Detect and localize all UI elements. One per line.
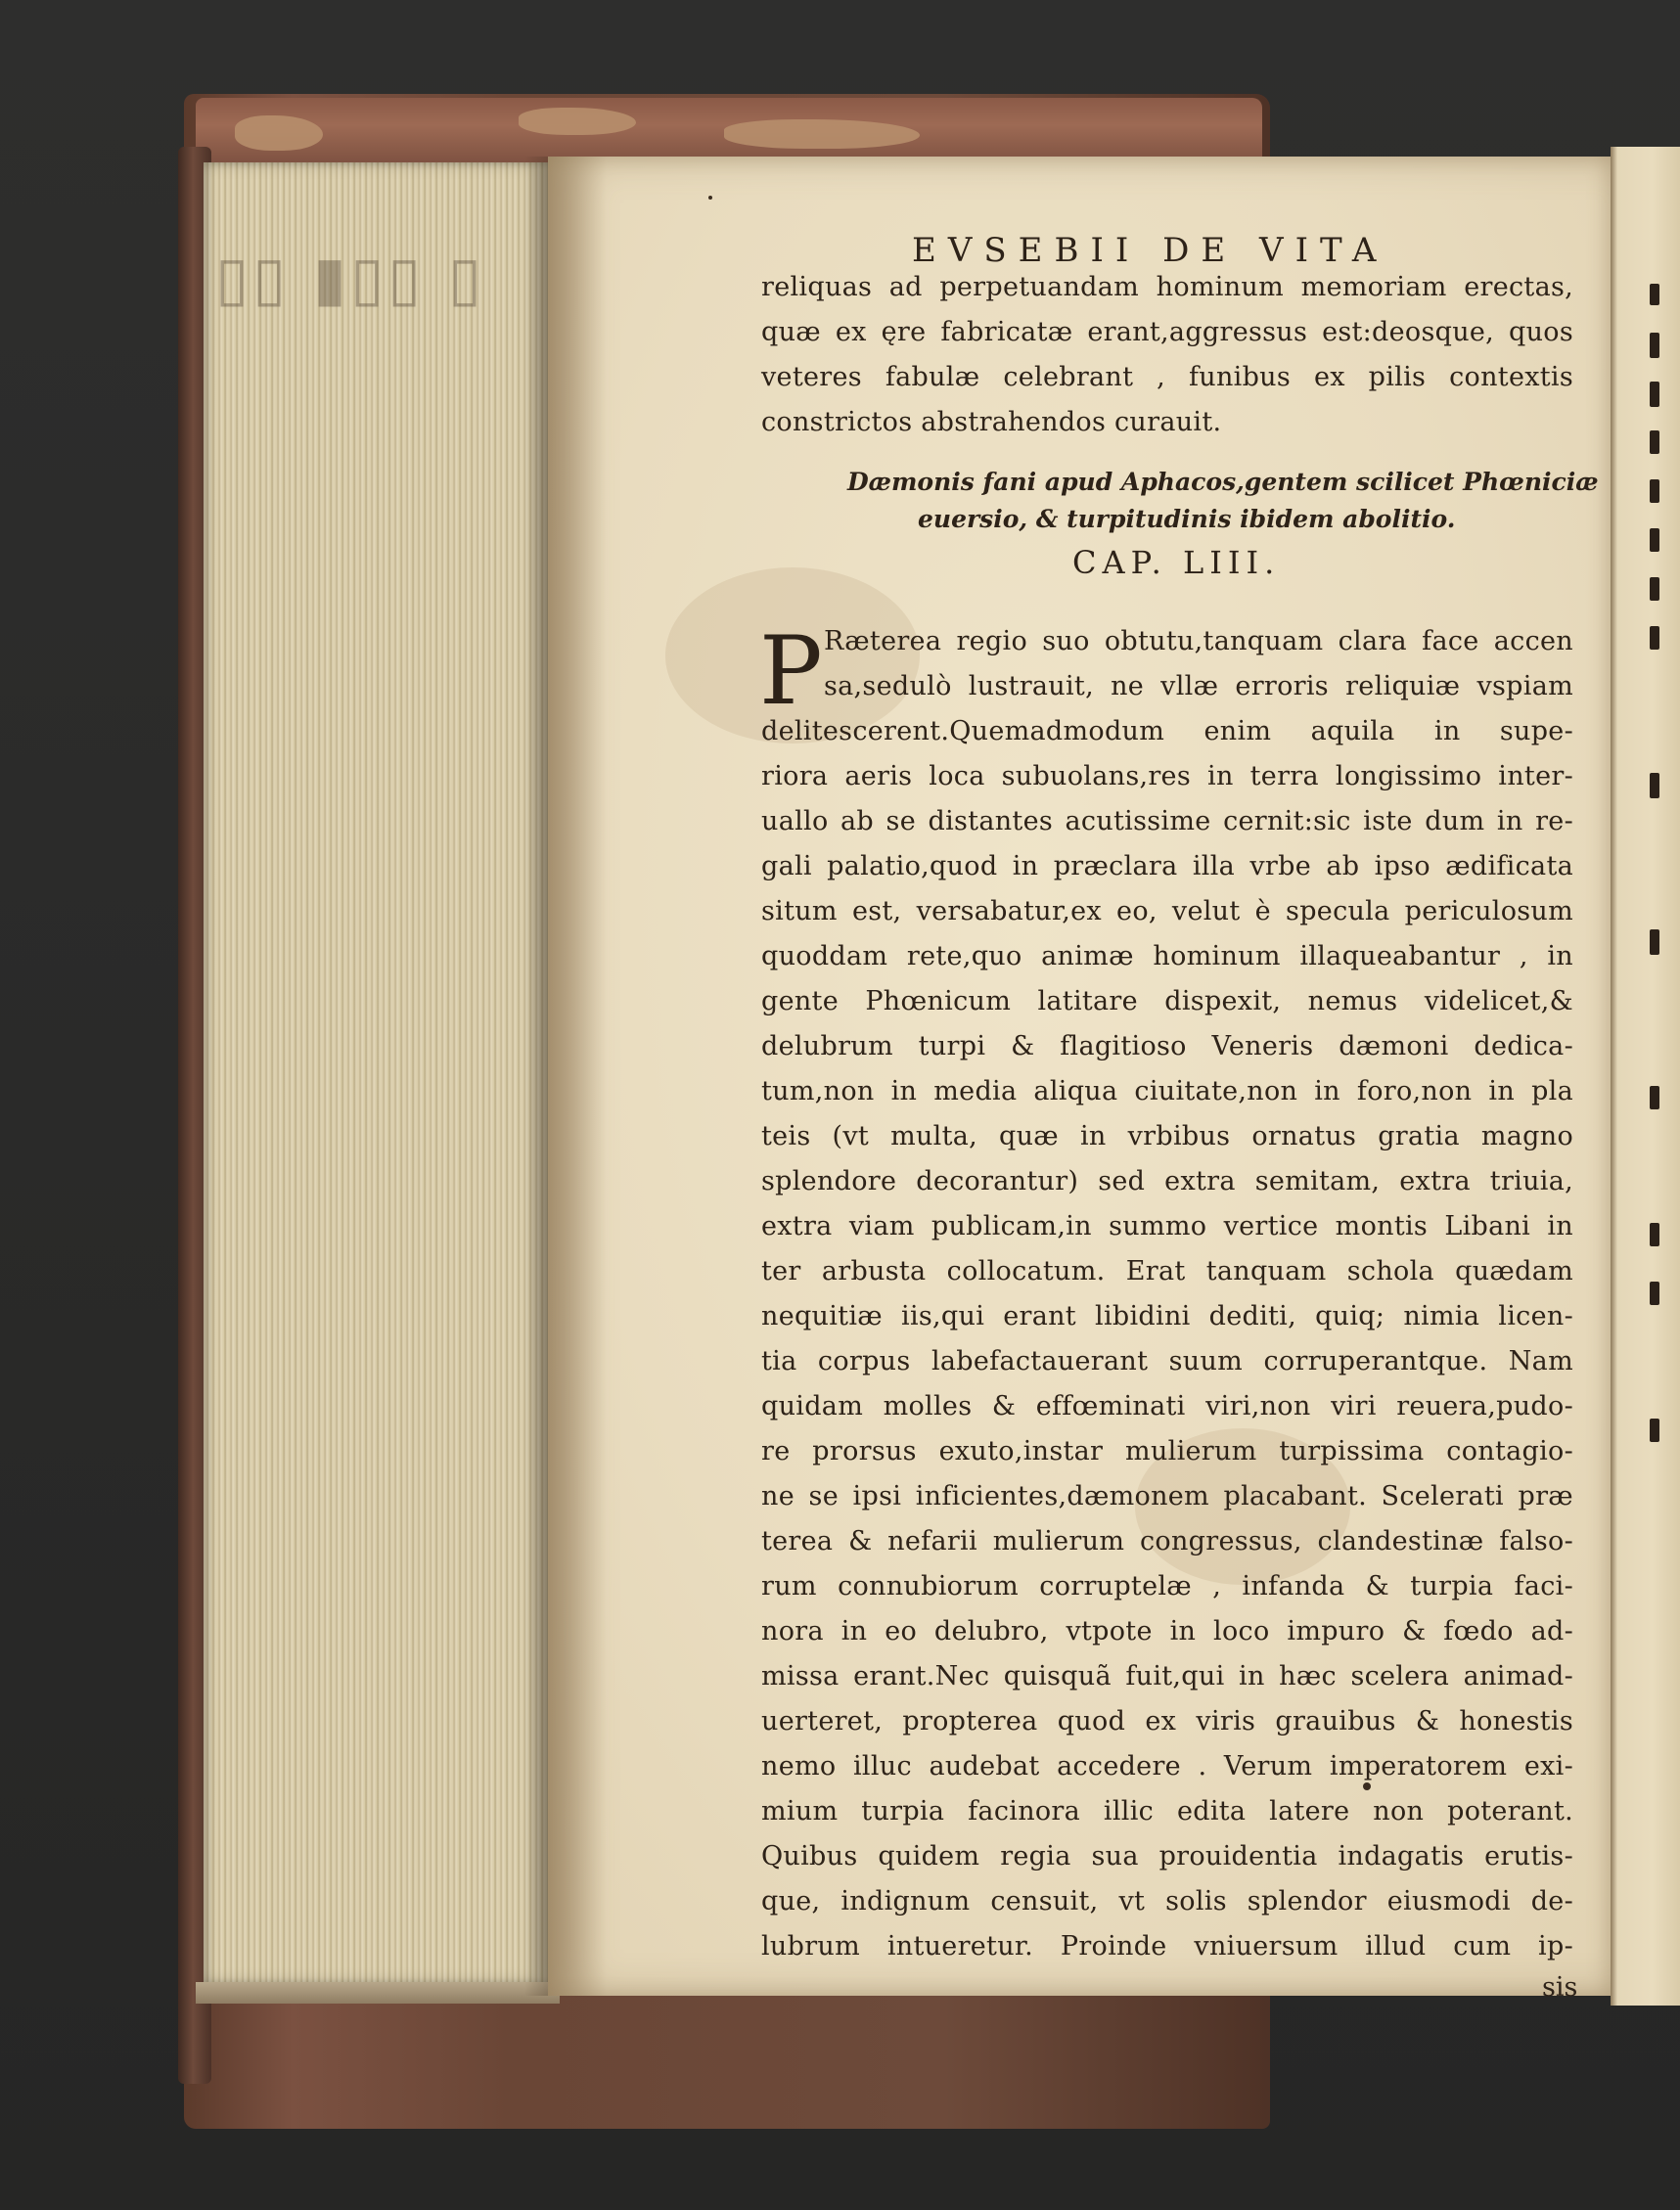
- text-line: constrictos abstrahendos curauit.: [761, 407, 1222, 437]
- facing-page-letter: [1650, 577, 1659, 601]
- text-line: nora in eo delubro, vtpote in loco impuro & fœdo ad-: [761, 1616, 1573, 1646]
- text-line: delubrum turpi & flagitioso Veneris dæmoni dedica-: [761, 1031, 1573, 1061]
- text-line: Quibus quidem regia sua prouidentia indagatis erutis-: [761, 1841, 1573, 1872]
- page-gutter: [548, 157, 607, 1996]
- facing-page-letter: [1650, 528, 1659, 552]
- text-line: terea & nefarii mulierum congressus, clandestinæ falso-: [761, 1526, 1573, 1556]
- fore-edge-inscription: ▯▯ ▮▯▯ ▯: [215, 243, 486, 314]
- ink-speck: [708, 196, 712, 200]
- worn-leather-patch: [235, 115, 323, 151]
- text-line: quoddam rete,quo animæ hominum illaqueabantur , in: [761, 941, 1573, 971]
- text-line: extra viam publicam,in summo vertice montis Libani in: [761, 1211, 1573, 1241]
- text-line: lubrum intueretur. Proinde vniuersum illud cum ip-: [761, 1931, 1573, 1962]
- text-line: ter arbusta collocatum. Erat tanquam schola quædam: [761, 1256, 1573, 1286]
- facing-page-letter: [1650, 284, 1659, 305]
- facing-page-letter: [1650, 1419, 1659, 1442]
- facing-page-letter: [1650, 929, 1659, 955]
- text-line: gali palatio,quod in præclara illa vrbe ab ipso ædificata: [761, 851, 1573, 881]
- facing-page-letter: [1650, 1223, 1659, 1246]
- text-line: quidam molles & effœminati viri,non viri reuera,pudo-: [761, 1391, 1573, 1421]
- text-line: teis (vt multa, quæ in vrbibus ornatus gratia magno: [761, 1121, 1573, 1151]
- text-line: re prorsus exuto,instar mulierum turpissima contagio-: [761, 1436, 1573, 1466]
- text-line: rum connubiorum corruptelæ , infanda & turpia faci-: [761, 1571, 1573, 1601]
- drop-cap: P: [759, 616, 823, 726]
- facing-page-edge: [1611, 147, 1680, 2006]
- text-line: nemo illuc audebat accedere . Verum imperatorem exi-: [761, 1751, 1573, 1782]
- page-block-fore-edge: [204, 162, 548, 1984]
- catchword: sis: [1542, 1972, 1578, 2003]
- facing-page-letter: [1650, 773, 1659, 798]
- page-block-bottom-edge: [196, 1982, 560, 2004]
- worn-leather-patch: [724, 119, 920, 149]
- text-line: sa,sedulò lustrauit, ne vllæ erroris reliquiæ vspiam: [824, 671, 1573, 701]
- text-line: tum,non in media aliqua ciuitate,non in foro,non in pla: [761, 1076, 1573, 1106]
- facing-page-letter: [1650, 1086, 1659, 1109]
- text-line: nequitiæ iis,qui erant libidini dediti, quiq; nimia licen-: [761, 1301, 1573, 1331]
- chapter-label: CAP. LIII.: [1072, 544, 1281, 581]
- text-line: gente Phœnicum latitare dispexit, nemus videlicet,&: [761, 986, 1573, 1016]
- text-line: ne se ipsi inficientes,dæmonem placabant. Scelerati præ: [761, 1481, 1573, 1511]
- text-line: situm est, versabatur,ex eo, velut è specula periculosum: [761, 896, 1573, 926]
- running-head: EVSEBII DE VITA: [912, 231, 1388, 270]
- text-line: missa erant.Nec quisquã fuit,qui in hæc scelera animad-: [761, 1661, 1573, 1691]
- facing-page-letter: [1650, 382, 1659, 407]
- worn-leather-patch: [519, 108, 636, 135]
- facing-page-letter: [1650, 430, 1659, 454]
- facing-page-letter: [1650, 333, 1659, 358]
- text-line: splendore decorantur) sed extra semitam, extra triuia,: [761, 1166, 1573, 1196]
- text-line: mium turpia facinora illic edita latere non poterant.: [761, 1796, 1573, 1827]
- chapter-heading-line: Dæmonis fani apud Aphacos,gentem scilicet Phœniciæ: [847, 468, 1599, 496]
- facing-page-letter: [1650, 626, 1659, 650]
- text-line: que, indignum censuit, vt solis splendor eiusmodi de-: [761, 1886, 1573, 1917]
- facing-page-letter: [1650, 1282, 1659, 1305]
- text-line: reliquas ad perpetuandam hominum memoriam erectas,: [761, 272, 1573, 302]
- text-line: uerteret, propterea quod ex viris grauibus & honestis: [761, 1706, 1573, 1736]
- facing-page-letter: [1650, 479, 1659, 503]
- chapter-heading-line: euersio, & turpitudinis ibidem abolitio.: [918, 505, 1456, 533]
- text-line: delitescerent.Quemadmodum enim aquila in supe-: [761, 716, 1573, 746]
- text-line: Ræterea regio suo obtutu,tanquam clara face accen: [824, 626, 1573, 656]
- text-line: uallo ab se distantes acutissime cernit:sic iste dum in re-: [761, 806, 1573, 836]
- text-line: riora aeris loca subuolans,res in terra longissimo inter-: [761, 761, 1573, 791]
- text-line: veteres fabulæ celebrant , funibus ex pilis contextis: [761, 362, 1573, 392]
- text-line: quæ ex ęre fabricatæ erant,aggressus est:deosque, quos: [761, 317, 1573, 347]
- text-line: tia corpus labefactauerant suum corruperantque. Nam: [761, 1346, 1573, 1376]
